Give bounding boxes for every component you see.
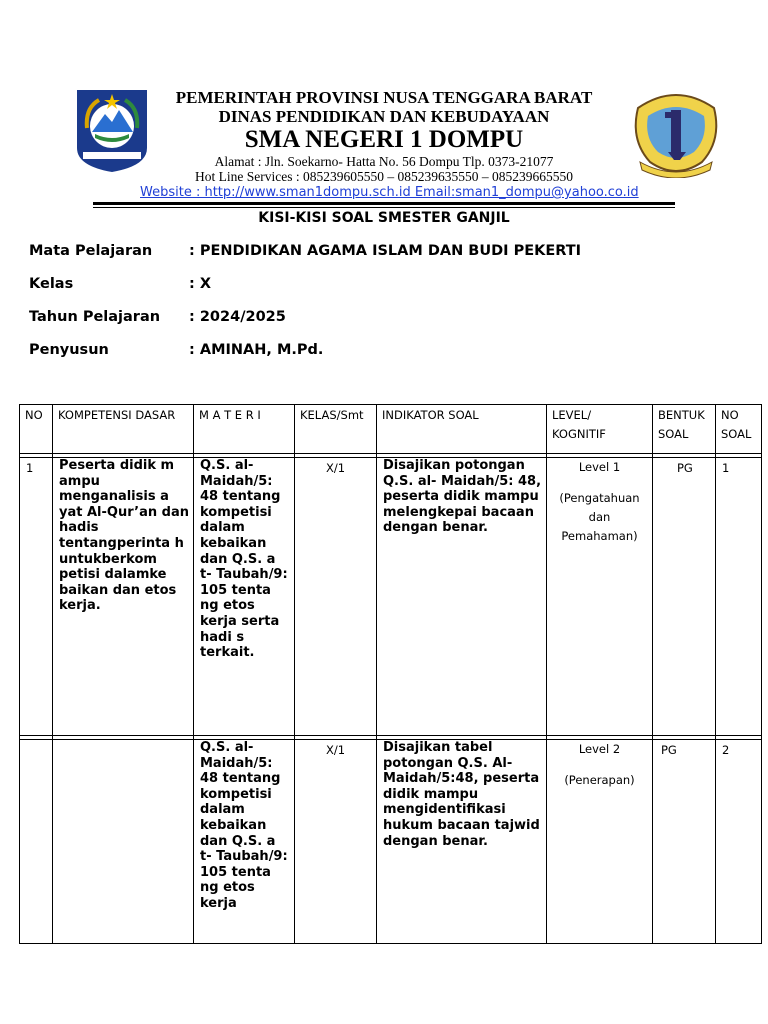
- col-header-indicator: INDIKATOR SOAL: [377, 405, 547, 454]
- website-email-line: [140, 185, 639, 200]
- basic-competency: [53, 740, 194, 944]
- row-number: 1: [20, 458, 53, 736]
- department-heading: DINAS PENDIDIKAN DAN KEBUDAYAAN: [218, 107, 550, 126]
- col-header-competency: KOMPETENSI DASAR: [53, 405, 194, 454]
- col-header-form: BENTUK SOAL: [653, 405, 716, 454]
- ntb-province-logo: [75, 88, 149, 172]
- question-form: PG: [653, 740, 716, 944]
- table-row: [20, 458, 762, 736]
- col-header-material: M A T E R I: [194, 405, 295, 454]
- table-header-row: [20, 405, 762, 454]
- question-indicator: Disajikan potongan Q.S. al- Maidah/5: 48, peserta didik mampu melengkepai bacaan dengan benar.: [377, 458, 547, 736]
- school-address: Alamat : Jln. Soekarno- Hatta No. 56 Dompu Tlp. 0373-21077: [214, 154, 554, 169]
- sman-1-dompu-logo: [630, 88, 722, 178]
- question-indicator: Disajikan tabel potongan Q.S. Al- Maidah/5:48, peserta didik mampu mengidentifikasi hukum bacaan tajwid dengan benar.: [377, 740, 547, 944]
- row-number: [20, 740, 53, 944]
- subject-label: Mata Pelajaran: [29, 243, 153, 259]
- material: Q.S. al- Maidah/5: 48 tentang kompetisi dalam kebaikan dan Q.S. a t- Taubah/9: 105 tenta ng etos kerja: [194, 740, 295, 944]
- col-header-level: LEVEL/ KOGNITIF: [547, 405, 653, 454]
- school-name: SMA NEGERI 1 DOMPU: [244, 126, 524, 153]
- author-label: Penyusun: [29, 342, 109, 358]
- class-semester: X/1: [295, 458, 377, 736]
- basic-competency: Peserta didik m ampu menganalisis a yat Al-Qur’an dan hadis tentangperinta h untukberkom petisi dalamke baikan dan etos kerja.: [53, 458, 194, 736]
- col-header-class-semester: KELAS/Smt: [295, 405, 377, 454]
- level-description: (Penerapan): [564, 773, 635, 787]
- question-grid-table: [19, 404, 762, 944]
- class-semester: X/1: [295, 740, 377, 944]
- website-link[interactable]: Website : http://www.sman1dompu.sch.id Email:sman1_dompu@yahoo.co.id: [140, 185, 639, 200]
- author-value: : AMINAH, M.Pd.: [189, 342, 324, 358]
- government-heading: PEMERINTAH PROVINSI NUSA TENGGARA BARAT: [175, 88, 593, 107]
- level-name: Level 2: [578, 742, 621, 756]
- header-divider-thin: [93, 207, 675, 208]
- subject-value: : PENDIDIKAN AGAMA ISLAM DAN BUDI PEKERTI: [189, 243, 582, 259]
- material: Q.S. al- Maidah/5: 48 tentang kompetisi dalam kebaikan dan Q.S. a t- Taubah/9: 105 tenta ng etos kerja serta hadi s terkait.: [194, 458, 295, 736]
- cognitive-level: [547, 458, 653, 736]
- question-number: 2: [716, 740, 762, 944]
- col-header-question-no: NO SOAL: [716, 405, 762, 454]
- header-divider-thick: [93, 202, 675, 205]
- document-title: KISI-KISI SOAL SMESTER GANJIL: [258, 210, 510, 226]
- level-name: Level 1: [578, 460, 621, 474]
- hotline-numbers: Hot Line Services : 085239605550 – 085239635550 – 085239665550: [195, 169, 573, 184]
- academic-year-value: : 2024/2025: [189, 309, 286, 325]
- class-label: Kelas: [29, 276, 74, 292]
- academic-year-label: Tahun Pelajaran: [29, 309, 161, 325]
- col-header-no: NO: [20, 405, 53, 454]
- question-number: 1: [716, 458, 762, 736]
- level-description: (Pengatahuan dan Pemahaman): [559, 491, 640, 543]
- table-row: [20, 740, 762, 944]
- class-value: : X: [189, 276, 212, 292]
- question-form: PG: [653, 458, 716, 736]
- cognitive-level: [547, 740, 653, 944]
